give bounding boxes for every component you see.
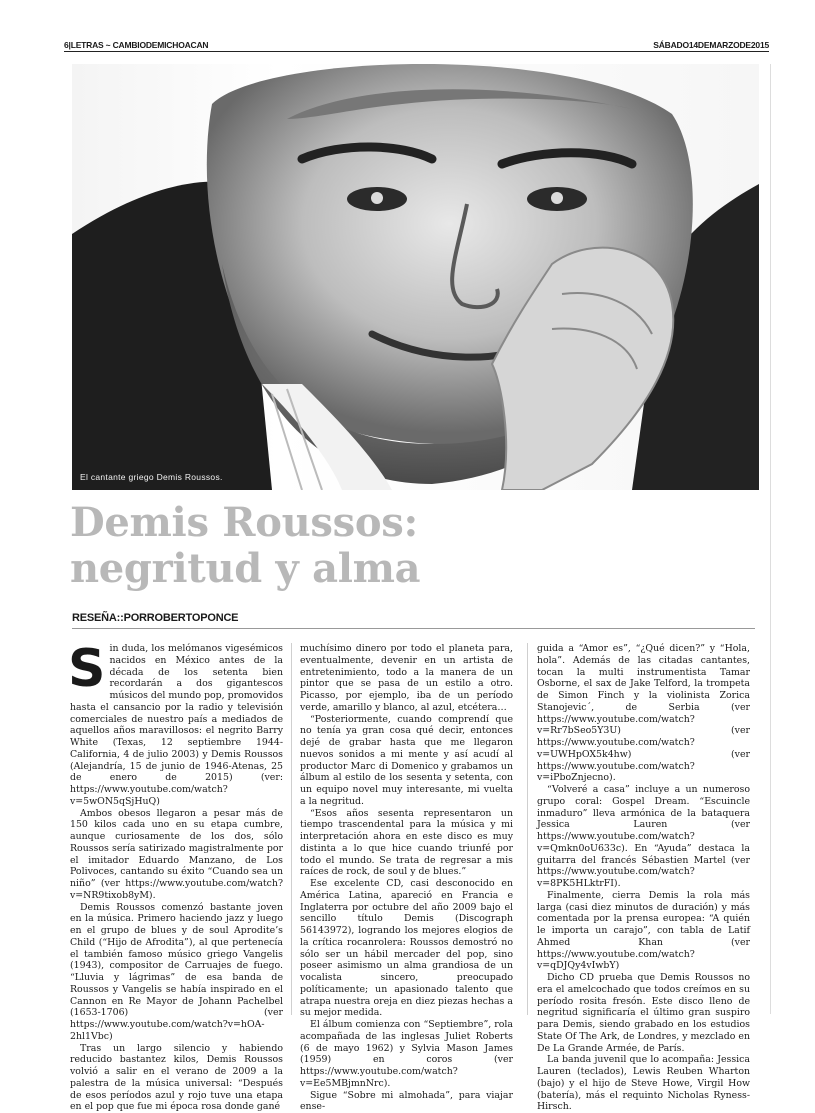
- paragraph: guida a “Amor es”, “¿Qué dicen?” y “Hola, hola”. Además de las citadas cantantes, tocan la multi instrumentista Tamar Osborne, el sax de Jake Telford, la trompeta de Simon Finch y la violinista Zorica Stanojevic´, de Serbia (ver https://www.youtube.com/watch?v=Rr7bSeo5Y3U) (ver https://www.youtube.com/watch?v=UWHpOX5k4hw) (ver https://www.youtube.com/watch?v=iPboZnjecno).: [537, 643, 750, 784]
- article-column-1: [70, 643, 283, 1113]
- headline-line-1: Demis Roussos:: [70, 500, 750, 546]
- page-header: [64, 36, 769, 50]
- paragraph: Sigue “Sobre mi almohada”, para viajar ense-: [300, 1090, 513, 1113]
- paragraph: Ese excelente CD, casi desconocido en América Latina, apareció en Francia e Inglaterra por octubre del año 2009 bajo el sencillo título Demis (Discograph 56143972), logrando los mejores elogios de la crítica rocanrolera: Roussos demostró no sólo ser un hábil mercader del pop, sino poseer asimismo un alma grandiosa de un vocalista sincero, preocupado políticamente; un apasionado talento que atrapa nuestra oreja en diez piezas hechas a su mejor medida.: [300, 878, 513, 1019]
- page-margin-rule: [770, 64, 771, 1014]
- photo-caption: El cantante griego Demis Roussos.: [80, 472, 223, 482]
- headline: [70, 500, 750, 592]
- paragraph: “Posteriormente, cuando comprendí que no tenía ya gran cosa qué decir, entonces dejé de grabar hasta que me llegaron nuevos sonidos a mi mente y así acudí al productor Marc di Domenico y grabamos un álbum al estilo de los sesenta y setenta, con un equipo novel muy interesante, mi vuelta a la negritud.: [300, 714, 513, 808]
- paragraph: in duda, los melómanos vigesémicos nacidos en México antes de la década de los setenta bien recordarán a dos gigantescos músicos del mundo pop, promovidos hasta el cansancio por la radio y televisión comerciales de nuestro país a mediados de aquellos años maravillosos: el negrito Barry White (Texas, 12 septiembre 1944-California, 4 de julio 2003) y Demis Roussos (Alejandría, 15 de junio de 1946-Atenas, 25 de enero de 2015) (ver: https://www.youtube.com/watch?v=5wON5qSjHuQ): [70, 643, 283, 808]
- paragraph: Demis Roussos comenzó bastante joven en la música. Primero haciendo jazz y luego en el grupo de blues y de soul Aprodite’s Child (“Hijo de Afrodita”), al que pertenecía el también famoso músico griego Vangelis (1943), compositor de Carruajes de fuego. “Lluvia y lágrimas” de esa banda de Roussos y Vangelis se había inspirado en el Cannon en Re Mayor de Johann Pachelbel (1653-1706) (ver https://www.youtube.com/watch?v=hOA-2hl1Vbc): [70, 902, 283, 1043]
- headline-line-2: negritud y alma: [70, 546, 750, 592]
- paragraph: El álbum comienza con “Septiembre”, rola acompañada de las inglesas Juliet Roberts (6 de mayo 1962) y Sylvia Mason James (1959) en coros (ver https://www.youtube.com/watch?v=Ee5MBjmnNrc).: [300, 1019, 513, 1090]
- header-rule: [64, 51, 769, 52]
- paragraph: La banda juvenil que lo acompaña: Jessica Lauren (teclados), Lewis Reuben Wharton (bajo) y el hijo de Steve Howe, Virgil How (batería), más el requinto Nicholas Ryness-Hirsch.: [537, 1054, 750, 1113]
- paragraph: muchísimo dinero por todo el planeta para, eventualmente, devenir en un artista de entretenimiento, todo a la manera de un pintor que se pasa de un estilo a otro. Picasso, por ejemplo, iba de un período verde, amarillo y blanco, al azul, etcétera…: [300, 643, 513, 714]
- article-column-3: [537, 643, 750, 1113]
- issue-date: SÁBADO14DEMARZODE2015: [653, 40, 769, 50]
- byline-rule: [72, 628, 755, 629]
- byline: RESEÑA::PORROBERTOPONCE: [72, 612, 238, 624]
- drop-cap: S: [68, 647, 105, 691]
- article-column-2: [300, 643, 513, 1113]
- paragraph: Dicho CD prueba que Demis Roussos no era el amelcochado que todos creímos en su período rosita fresón. Este disco lleno de negritud significaría el último gran suspiro para Demis, siendo grabado en los estudios State Of The Ark, de Londres, y mezclado en De La Grande Armée, de París.: [537, 972, 750, 1054]
- paragraph: “Esos años sesenta representaron un tiempo trascendental para la música y mi interpretación ahora en este disco es muy distinta a lo que hice cuando triunfé por todo el mundo. Se trata de regresar a mis raíces de rock, de soul y de blues.”: [300, 808, 513, 879]
- paragraph: “Volveré a casa” incluye a un numeroso grupo coral: Gospel Dream. “Escuincle inmaduro” lleva armónica de la bataquera Jessica Lauren (ver https://www.youtube.com/watch?v=Qmkn0oU633c). En “Ayuda” destaca la guitarra del francés Sébastien Martel (ver https://www.youtube.com/watch?v=8PK5HLktrFI).: [537, 784, 750, 890]
- column-divider: [291, 643, 292, 1015]
- paragraph: Finalmente, cierra Demis la rola más larga (casi diez minutos de duración) y más comentada por la prensa europea: “A quién le importa un carajo”, con tabla de Latif Ahmed Khan (ver https://www.youtube.com/watch?v=qDJQy4vIwbY): [537, 890, 750, 972]
- section-label: 6|LETRAS ~ CAMBIODEMICHOACAN: [64, 40, 208, 50]
- portrait-photo: [72, 64, 759, 490]
- paragraph: Tras un largo silencio y habiendo reducido bastantez kilos, Demis Roussos volvió a salir en el verano de 2009 a la palestra de la música universal: “Después de esos períodos azul y rojo tuve una etapa en el pop que fue mi época rosa donde gané: [70, 1043, 283, 1113]
- column-divider: [527, 643, 528, 1015]
- paragraph: Ambos obesos llegaron a pesar más de 150 kilos cada uno en su etapa cumbre, aunque curiosamente de los dos, sólo Roussos sería satirizado magistralmente por el imitador Eduardo Manzano, de Los Polivoces, cantando su éxito “Cuando sea un niño” (ver https://www.youtube.com/watch?v=NR9tixob8yM).: [70, 808, 283, 902]
